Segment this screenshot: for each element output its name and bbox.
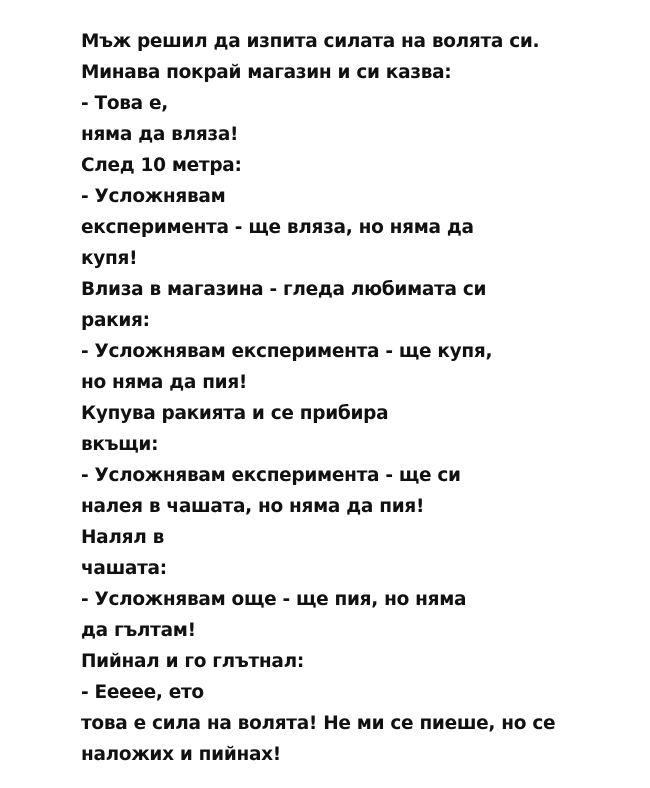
joke-line: Влиза в магазина - гледа любимата си: [81, 279, 487, 300]
joke-line: Минава покрай магазин и си казва:: [81, 62, 452, 83]
joke-line: Купува ракията и се прибира: [81, 403, 389, 424]
joke-line: Пийнал и го глътнал:: [81, 651, 304, 672]
joke-line: експеримента - ще вляза, но няма да: [81, 217, 474, 238]
joke-line: - Това е,: [81, 93, 168, 114]
joke-line: - Усложнявам експеримента - ще купя,: [81, 341, 493, 362]
joke-line: - Усложнявам: [81, 186, 226, 207]
joke-line: това е сила на волята! Не ми се пиеше, но се: [81, 713, 556, 734]
joke-line: След 10 метра:: [81, 155, 242, 176]
joke-line: няма да вляза!: [81, 124, 239, 145]
joke-line: налея в чашата, но няма да пия!: [81, 496, 425, 517]
joke-line: - Ееееe, ето: [81, 682, 204, 703]
joke-line: чашата:: [81, 558, 167, 579]
joke-line: купя!: [81, 248, 138, 269]
joke-line: Мъж решил да изпита силата на волята си.: [81, 31, 540, 52]
joke-line: Налял в: [81, 527, 164, 548]
joke-line: но няма да пия!: [81, 372, 248, 393]
joke-line: да гълтам!: [81, 620, 196, 641]
joke-line: ракия:: [81, 310, 150, 331]
joke-line: - Усложнявам експеримента - ще си: [81, 465, 461, 486]
joke-line: наложих и пийнах!: [81, 744, 281, 765]
joke-text: [81, 26, 641, 770]
joke-line: вкъщи:: [81, 434, 159, 455]
joke-line: - Усложнявам още - ще пия, но няма: [81, 589, 467, 610]
